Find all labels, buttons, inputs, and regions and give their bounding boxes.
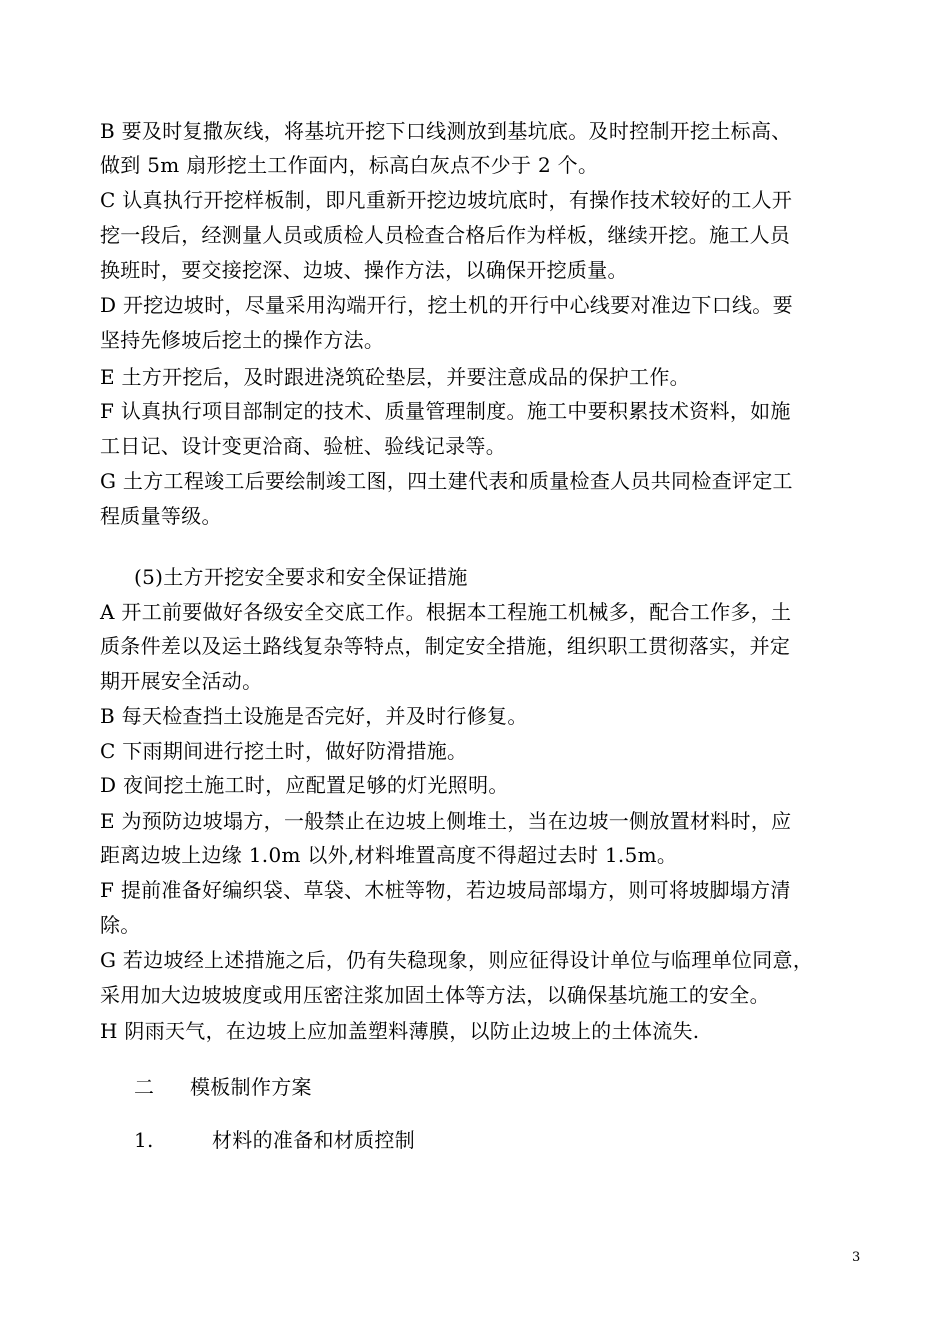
safety-g-line-1: G 若边坡经上述措施之后，仍有失稳现象，则应征得设计单位与临理单位同意， (100, 948, 814, 972)
item-one-number: 1. (134, 1128, 154, 1152)
item-one-title: 材料的准备和材质控制 (212, 1128, 415, 1152)
safety-a-line-1: A 开工前要做好各级安全交底工作。根据本工程施工机械多，配合工作多，土 (100, 600, 792, 624)
safety-f-line-2: 除。 (100, 913, 141, 937)
paragraph-c-line-1: C 认真执行开挖样板制，即凡重新开挖边坡坑底时，有操作技术较好的工人开 (100, 188, 793, 212)
paragraph-f-line-1: F 认真执行项目部制定的技术、质量管理制度。施工中要积累技术资料，如施 (100, 399, 791, 423)
paragraph-b-line-1: B 要及时复撒灰线，将基坑开挖下口线测放到基坑底。及时控制开挖土标高、 (100, 119, 792, 143)
paragraph-b-line-2: 做到 5m 扇形挖土工作面内，标高白灰点不少于 2 个。 (100, 153, 599, 177)
safety-f-line-1: F 提前准备好编织袋、草袋、木桩等物，若边坡局部塌方，则可将坡脚塌方清 (100, 878, 791, 902)
paragraph-d-line-1: D 开挖边坡时，尽量采用沟端开行，挖土机的开行中心线要对准边下口线。要 (100, 293, 793, 317)
paragraph-d-line-2: 坚持先修坡后挖土的操作方法。 (100, 328, 385, 352)
safety-g-line-2: 采用加大边坡坡度或用压密注浆加固土体等方法，以确保基坑施工的安全。 (100, 983, 770, 1007)
paragraph-c-line-2: 挖一段后，经测量人员或质检人员检查合格后作为样板，继续开挖。施工人员 (100, 223, 791, 247)
page-number: 3 (852, 1250, 861, 1265)
paragraph-f-line-2: 工日记、设计变更洽商、验桩、验线记录等。 (100, 434, 506, 458)
safety-d-line: D 夜间挖土施工时，应配置足够的灯光照明。 (100, 773, 509, 797)
chapter-two-number: 二 (134, 1075, 155, 1099)
safety-a-line-3: 期开展安全活动。 (100, 669, 263, 693)
safety-h-line: H 阴雨天气，在边坡上应加盖塑料薄膜，以防止边坡上的土体流失. (100, 1019, 700, 1043)
safety-e-line-1: E 为预防边坡塌方，一般禁止在边坡上侧堆土，当在边坡一侧放置材料时，应 (100, 809, 792, 833)
paragraph-g-line-2: 程质量等级。 (100, 504, 222, 528)
safety-a-line-2: 质条件差以及运土路线复杂等特点，制定安全措施，组织职工贯彻落实，并定 (100, 634, 791, 658)
paragraph-g-line-1: G 土方工程竣工后要绘制竣工图，四土建代表和质量检查人员共同检查评定工 (100, 469, 793, 493)
safety-section-heading: (5)土方开挖安全要求和安全保证措施 (134, 565, 468, 589)
paragraph-e-line-1: E 土方开挖后，及时跟进浇筑砼垫层，并要注意成品的保护工作。 (100, 365, 690, 389)
paragraph-c-line-3: 换班时，要交接挖深、边坡、操作方法，以确保开挖质量。 (100, 258, 628, 282)
safety-c-line: C 下雨期间进行挖土时，做好防滑措施。 (100, 739, 468, 763)
chapter-two-title: 模板制作方案 (190, 1075, 312, 1099)
safety-b-line: B 每天检查挡土设施是否完好，并及时行修复。 (100, 704, 528, 728)
safety-e-line-2: 距离边坡上边缘 1.0m 以外,材料堆置高度不得超过去时 1.5m。 (100, 843, 678, 867)
